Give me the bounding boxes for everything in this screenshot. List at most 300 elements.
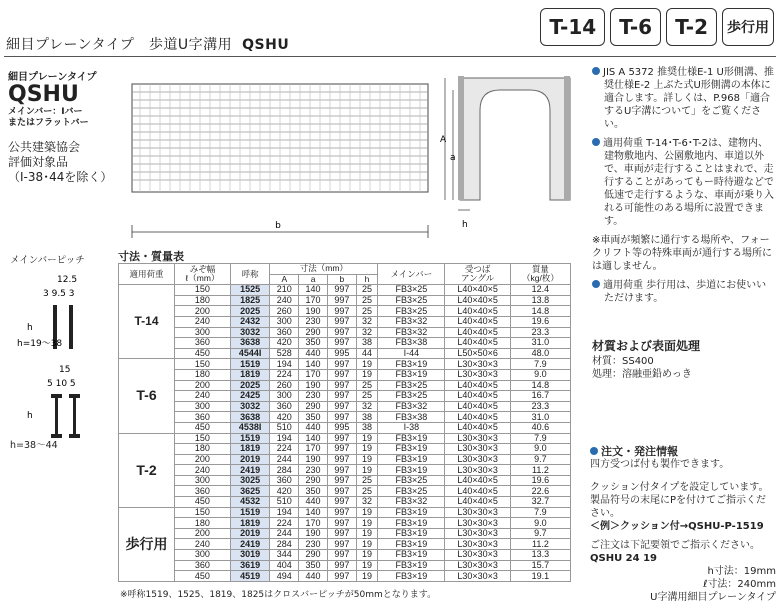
table-cell: 3032 [230,401,270,412]
table-cell: FB3×19 [378,369,445,380]
table-row [119,528,571,539]
order-line-1: 四方受つば付も製作できます。 [590,459,730,470]
table-cell: FB3×25 [378,475,445,486]
table-cell: 19 [356,433,378,444]
table-cell: 224 [270,369,299,380]
table-row [119,560,571,571]
table-cell: I-38 [378,422,445,433]
col-A: A [270,274,299,285]
title-text: 細目プレーンタイプ 歩道U字溝用 [6,37,233,53]
table-cell: 360 [270,401,299,412]
header-divider [4,56,776,57]
table-cell: 997 [327,528,356,539]
table-row [119,486,571,497]
table-cell: 23.3 [510,401,570,412]
table-cell: 290 [299,475,328,486]
dim-b: b [275,221,281,231]
table-cell: 140 [299,433,328,444]
table-cell: 200 [175,528,231,539]
table-cell: 2025 [230,380,270,391]
table-cell: FB3×25 [378,295,445,306]
table-cell: FB3×25 [378,285,445,296]
table-cell: 48.0 [510,348,570,359]
table-cell: 997 [327,412,356,423]
table-cell: 31.0 [510,338,570,349]
table-cell: 997 [327,475,356,486]
table-cell: 300 [175,550,231,561]
table-cell: 19.6 [510,316,570,327]
table-cell: 1519 [230,359,270,370]
col-b: b [327,274,356,285]
table-cell: 7.9 [510,433,570,444]
table-footnote: ※呼称1519、1525、1819、1825はクロスバーピッチが50mmとなります。 [120,590,437,600]
table-cell: 9.0 [510,369,570,380]
table-cell: 510 [270,497,299,508]
table-cell: 2432 [230,316,270,327]
table-cell: 3619 [230,560,270,571]
table-cell: 995 [327,422,356,433]
table-cell: FB3×19 [378,359,445,370]
col-a: a [299,274,328,285]
table-cell: 9.7 [510,528,570,539]
table-cell: 194 [270,359,299,370]
table-cell: 7.9 [510,359,570,370]
table-cell: 200 [175,454,231,465]
table-cell: 420 [270,486,299,497]
table-row [119,433,571,444]
table-cell: 350 [299,338,328,349]
table-cell: 290 [299,401,328,412]
table-cell: 19 [356,359,378,370]
table-cell: 14.8 [510,380,570,391]
table-cell: 150 [175,285,231,296]
table-cell: 1519 [230,507,270,518]
table-cell: L40×40×5 [445,295,510,306]
table-cell: 997 [327,433,356,444]
table-cell: 997 [327,571,356,582]
table-cell: 19 [356,518,378,529]
table-cell: FB3×25 [378,306,445,317]
table-cell: 494 [270,571,299,582]
table-cell: 360 [175,412,231,423]
table-cell: FB3×19 [378,528,445,539]
table-cell: 230 [299,465,328,476]
table-cell: 997 [327,486,356,497]
table-cell: FB3×25 [378,391,445,402]
table-cell: 200 [175,306,231,317]
table-cell: 360 [175,486,231,497]
table-cell: 140 [299,285,328,296]
table-cell: FB3×19 [378,465,445,476]
material-line-1: 材質：SS400 [592,356,654,367]
table-cell: 38 [356,338,378,349]
table-cell: 997 [327,316,356,327]
table-cell: 25 [356,306,378,317]
org-line-2: 評価対象品 [8,155,69,169]
table-cell: 440 [299,571,328,582]
table-cell: 450 [175,571,231,582]
table-cell: 290 [299,550,328,561]
table-cell: 7.9 [510,507,570,518]
col-bar: メインバー [378,264,445,285]
table-cell: L30×30×3 [445,359,510,370]
table-cell: 32 [356,401,378,412]
table-cell: 9.0 [510,518,570,529]
table-cell: 3638 [230,338,270,349]
table-cell: 190 [299,380,328,391]
table-cell: 997 [327,306,356,317]
table-cell: 360 [270,475,299,486]
table-cell: FB3×38 [378,338,445,349]
table-cell: 240 [175,539,231,550]
flange-left [458,76,464,200]
table-cell: 190 [299,306,328,317]
table-cell: 1819 [230,369,270,380]
table-cell: 19 [356,454,378,465]
table-cell: 224 [270,518,299,529]
table-body [119,285,571,582]
table-cell: 300 [270,316,299,327]
table-row [119,306,571,317]
table-cell: 19 [356,550,378,561]
pitch1-mid: 3 9.5 3 [43,289,75,299]
table-cell: FB3×38 [378,412,445,423]
table-cell: 31.0 [510,412,570,423]
table-cell: 190 [299,528,328,539]
table-cell: 230 [299,391,328,402]
table-cell: FB3×25 [378,486,445,497]
table-row [119,422,571,433]
table-cell: 260 [270,306,299,317]
table-cell: 4532 [230,497,270,508]
col-mass: 質量 （kg/枚） [510,264,570,285]
table-cell: 284 [270,539,299,550]
table-row [119,316,571,327]
table-cell: 19 [356,444,378,455]
table-cell: 1825 [230,295,270,306]
dim-A: A [440,135,447,145]
table-cell: L30×30×3 [445,571,510,582]
table-cell: 997 [327,285,356,296]
table-cell: L30×30×3 [445,560,510,571]
badge-t6: T-6 [610,8,661,46]
table-cell: 19 [356,369,378,380]
table-cell: 997 [327,539,356,550]
table-cell: 997 [327,507,356,518]
table-cell: L50×50×6 [445,348,510,359]
note-1: JIS A 5372 推奨仕様E-1 U形側溝、推奨仕様E-2 上ぶた式U形側溝の本体に適合します。詳しくは、P.968「適合するU字溝について」をご覧ください。 [592,66,774,131]
table-row [119,338,571,349]
table-cell: 180 [175,518,231,529]
table-cell: FB3×32 [378,401,445,412]
material-title: 材質および表面処理 [592,339,701,353]
table-cell: 440 [299,348,328,359]
table-cell: 350 [299,486,328,497]
table-cell: 300 [270,391,299,402]
product-desc [8,107,89,129]
table-cell: 194 [270,433,299,444]
table-cell: 300 [175,475,231,486]
table-cell: 32.7 [510,497,570,508]
material-line-2: 処理：溶融亜鉛めっき [592,369,692,380]
order-h: h寸法：19mm [707,566,776,577]
table-cell: 3032 [230,327,270,338]
table-cell: 38 [356,422,378,433]
table-cell: FB3×32 [378,497,445,508]
col-name: 呼称 [230,264,270,285]
table-cell: 25 [356,391,378,402]
table-cell: 194 [270,507,299,518]
table-cell: L40×40×5 [445,316,510,327]
table-cell: 9.7 [510,454,570,465]
table-cell: 344 [270,550,299,561]
table-row [119,359,571,370]
table-cell: 997 [327,369,356,380]
table-cell: 19 [356,571,378,582]
table-cell: 11.2 [510,539,570,550]
table-cell: FB3×19 [378,444,445,455]
table-cell: 150 [175,507,231,518]
table-cell: 404 [270,560,299,571]
table-cell: 300 [175,401,231,412]
flange-right [564,76,570,200]
table-cell: 420 [270,338,299,349]
col-dim: 寸法（mm） [270,264,378,275]
table-cell: 997 [327,327,356,338]
table-row [119,391,571,402]
pitch2-mid: 5 10 5 [47,379,76,389]
table-cell: 260 [270,380,299,391]
table-cell: 40.6 [510,422,570,433]
table-cell: 240 [175,465,231,476]
table-cell: 140 [299,507,328,518]
table-cell: L40×40×5 [445,285,510,296]
model-code: QSHU [242,37,290,53]
table-cell: 350 [299,412,328,423]
table-cell: L40×40×5 [445,306,510,317]
col-load: 適用荷重 [119,264,175,285]
table-cell: FB3×19 [378,539,445,550]
table-cell: 240 [175,391,231,402]
table-cell: I-44 [378,348,445,359]
table-title: 寸法・質量表 [118,250,184,263]
table-cell: 14.8 [510,306,570,317]
table-cell: 150 [175,433,231,444]
table-cell: 32 [356,316,378,327]
table-cell: 3019 [230,550,270,561]
table-cell: 420 [270,412,299,423]
order-code: QSHU 24 19 [590,553,657,564]
table-cell: L30×30×3 [445,454,510,465]
u-channel-section [460,78,570,200]
table-cell: 19 [356,507,378,518]
table-cell: 997 [327,454,356,465]
table-cell: 32 [356,327,378,338]
load-group: T-14 [119,285,175,359]
table-cell: 12.4 [510,285,570,296]
table-cell: 244 [270,528,299,539]
certification [8,140,112,185]
order-line-2: クッション付タイプを設定しています。製品符号の末尾にPを付けてご指示ください。 [590,482,769,519]
dim-a: a [450,153,456,163]
table-cell: FB3×19 [378,518,445,529]
col-flange: 受つば アングル [445,264,510,285]
table-cell: 25 [356,380,378,391]
table-cell: 997 [327,550,356,561]
table-row [119,454,571,465]
table-cell: 997 [327,497,356,508]
table-cell: L30×30×3 [445,507,510,518]
table-cell: 2019 [230,454,270,465]
table-cell: L30×30×3 [445,528,510,539]
load-group: T-2 [119,433,175,507]
table-cell: 995 [327,348,356,359]
order-l: ℓ寸法：240mm [703,579,776,590]
table-cell: 997 [327,465,356,476]
table-cell: L40×40×5 [445,497,510,508]
table-row [119,571,571,582]
table-cell: 230 [299,316,328,327]
table-cell: L30×30×3 [445,444,510,455]
table-cell: 350 [299,560,328,571]
table-cell: 440 [299,422,328,433]
note-4: 適用荷重 歩行用は、歩道にお使いいただけます。 [592,279,774,305]
table-cell: 170 [299,444,328,455]
spec-table [118,263,571,582]
load-group: 歩行用 [119,507,175,581]
desc-line-1: メインバー：Iバー [8,107,83,117]
table-cell: 4538I [230,422,270,433]
table-cell: 3625 [230,486,270,497]
table-row [119,369,571,380]
table-cell: FB3×32 [378,316,445,327]
table-cell: L40×40×5 [445,327,510,338]
badge-t14: T-14 [540,8,605,46]
product-code: QSHU [8,82,79,107]
page-title [6,34,289,54]
table-cell: 230 [299,539,328,550]
table-cell: FB3×19 [378,571,445,582]
pitch-label: メインバーピッチ [10,255,85,266]
table-cell: L30×30×3 [445,550,510,561]
table-cell: L30×30×3 [445,465,510,476]
table-cell: 13.8 [510,295,570,306]
table-cell: L40×40×5 [445,486,510,497]
table-cell: 360 [175,338,231,349]
table-cell: 44 [356,348,378,359]
table-cell: 997 [327,359,356,370]
table-cell: 180 [175,444,231,455]
table-cell: L30×30×3 [445,433,510,444]
table-cell: 244 [270,454,299,465]
col-width: みぞ幅 ℓ（mm） [175,264,231,285]
table-cell: 19.6 [510,475,570,486]
table-cell: 4544I [230,348,270,359]
table-cell: 997 [327,518,356,529]
table-row [119,507,571,518]
order-line-4: ご注文は下記要領でご指示ください。 [590,540,760,551]
pitch2-h: h [27,411,33,421]
table-cell: 140 [299,359,328,370]
table-cell: 284 [270,465,299,476]
table-row [119,444,571,455]
table-cell: 997 [327,401,356,412]
table-cell: 210 [270,285,299,296]
table-cell: 19 [356,560,378,571]
table-cell: FB3×25 [378,380,445,391]
table-cell: 528 [270,348,299,359]
table-row [119,465,571,476]
table-cell: 450 [175,497,231,508]
table-cell: 19.1 [510,571,570,582]
order-line-3: ＜例＞クッション付→QSHU-P-1519 [590,521,764,532]
table-row [119,475,571,486]
table-cell: 1819 [230,444,270,455]
table-row [119,348,571,359]
table-cell: 240 [270,295,299,306]
table-row [119,380,571,391]
table-cell: 150 [175,359,231,370]
bullet-icon [590,447,598,455]
table-row [119,295,571,306]
table-cell: 3025 [230,475,270,486]
table-cell: L40×40×5 [445,475,510,486]
table-cell: 4519 [230,571,270,582]
table-cell: 360 [270,327,299,338]
bullet-icon [592,67,600,75]
material-section [592,340,700,381]
table-cell: 180 [175,369,231,380]
table-cell: 997 [327,444,356,455]
table-cell: L40×40×5 [445,391,510,402]
bullet-icon [592,280,600,288]
table-cell: 11.2 [510,465,570,476]
desc-line-2: またはフラットバー [8,118,89,128]
table-cell: 16.7 [510,391,570,402]
table-cell: 38 [356,412,378,423]
table-cell: 997 [327,295,356,306]
table-cell: 2025 [230,306,270,317]
table-cell: FB3×32 [378,327,445,338]
table-cell: 25 [356,475,378,486]
table-cell: 510 [270,422,299,433]
table-cell: 2425 [230,391,270,402]
table-cell: L40×40×5 [445,422,510,433]
table-cell: 450 [175,348,231,359]
table-cell: 1819 [230,518,270,529]
table-cell: 32 [356,497,378,508]
table-row [119,285,571,296]
table-cell: FB3×19 [378,454,445,465]
table-cell: 25 [356,285,378,296]
table-cell: 170 [299,518,328,529]
table-cell: 200 [175,380,231,391]
pitch1-range: h=19～38 [17,339,63,349]
table-cell: 997 [327,338,356,349]
badge-t2: T-2 [666,8,717,46]
table-cell: 2419 [230,465,270,476]
pitch-diagram [17,270,105,450]
table-cell: 25 [356,486,378,497]
order-type: U字溝用細目プレーンタイプ [650,592,776,603]
table-cell: 450 [175,422,231,433]
table-cell: 240 [175,316,231,327]
pitch1-top: 12.5 [57,275,78,285]
table-cell: 997 [327,391,356,402]
table-cell: L40×40×5 [445,380,510,391]
table-cell: 224 [270,444,299,455]
table-row [119,497,571,508]
